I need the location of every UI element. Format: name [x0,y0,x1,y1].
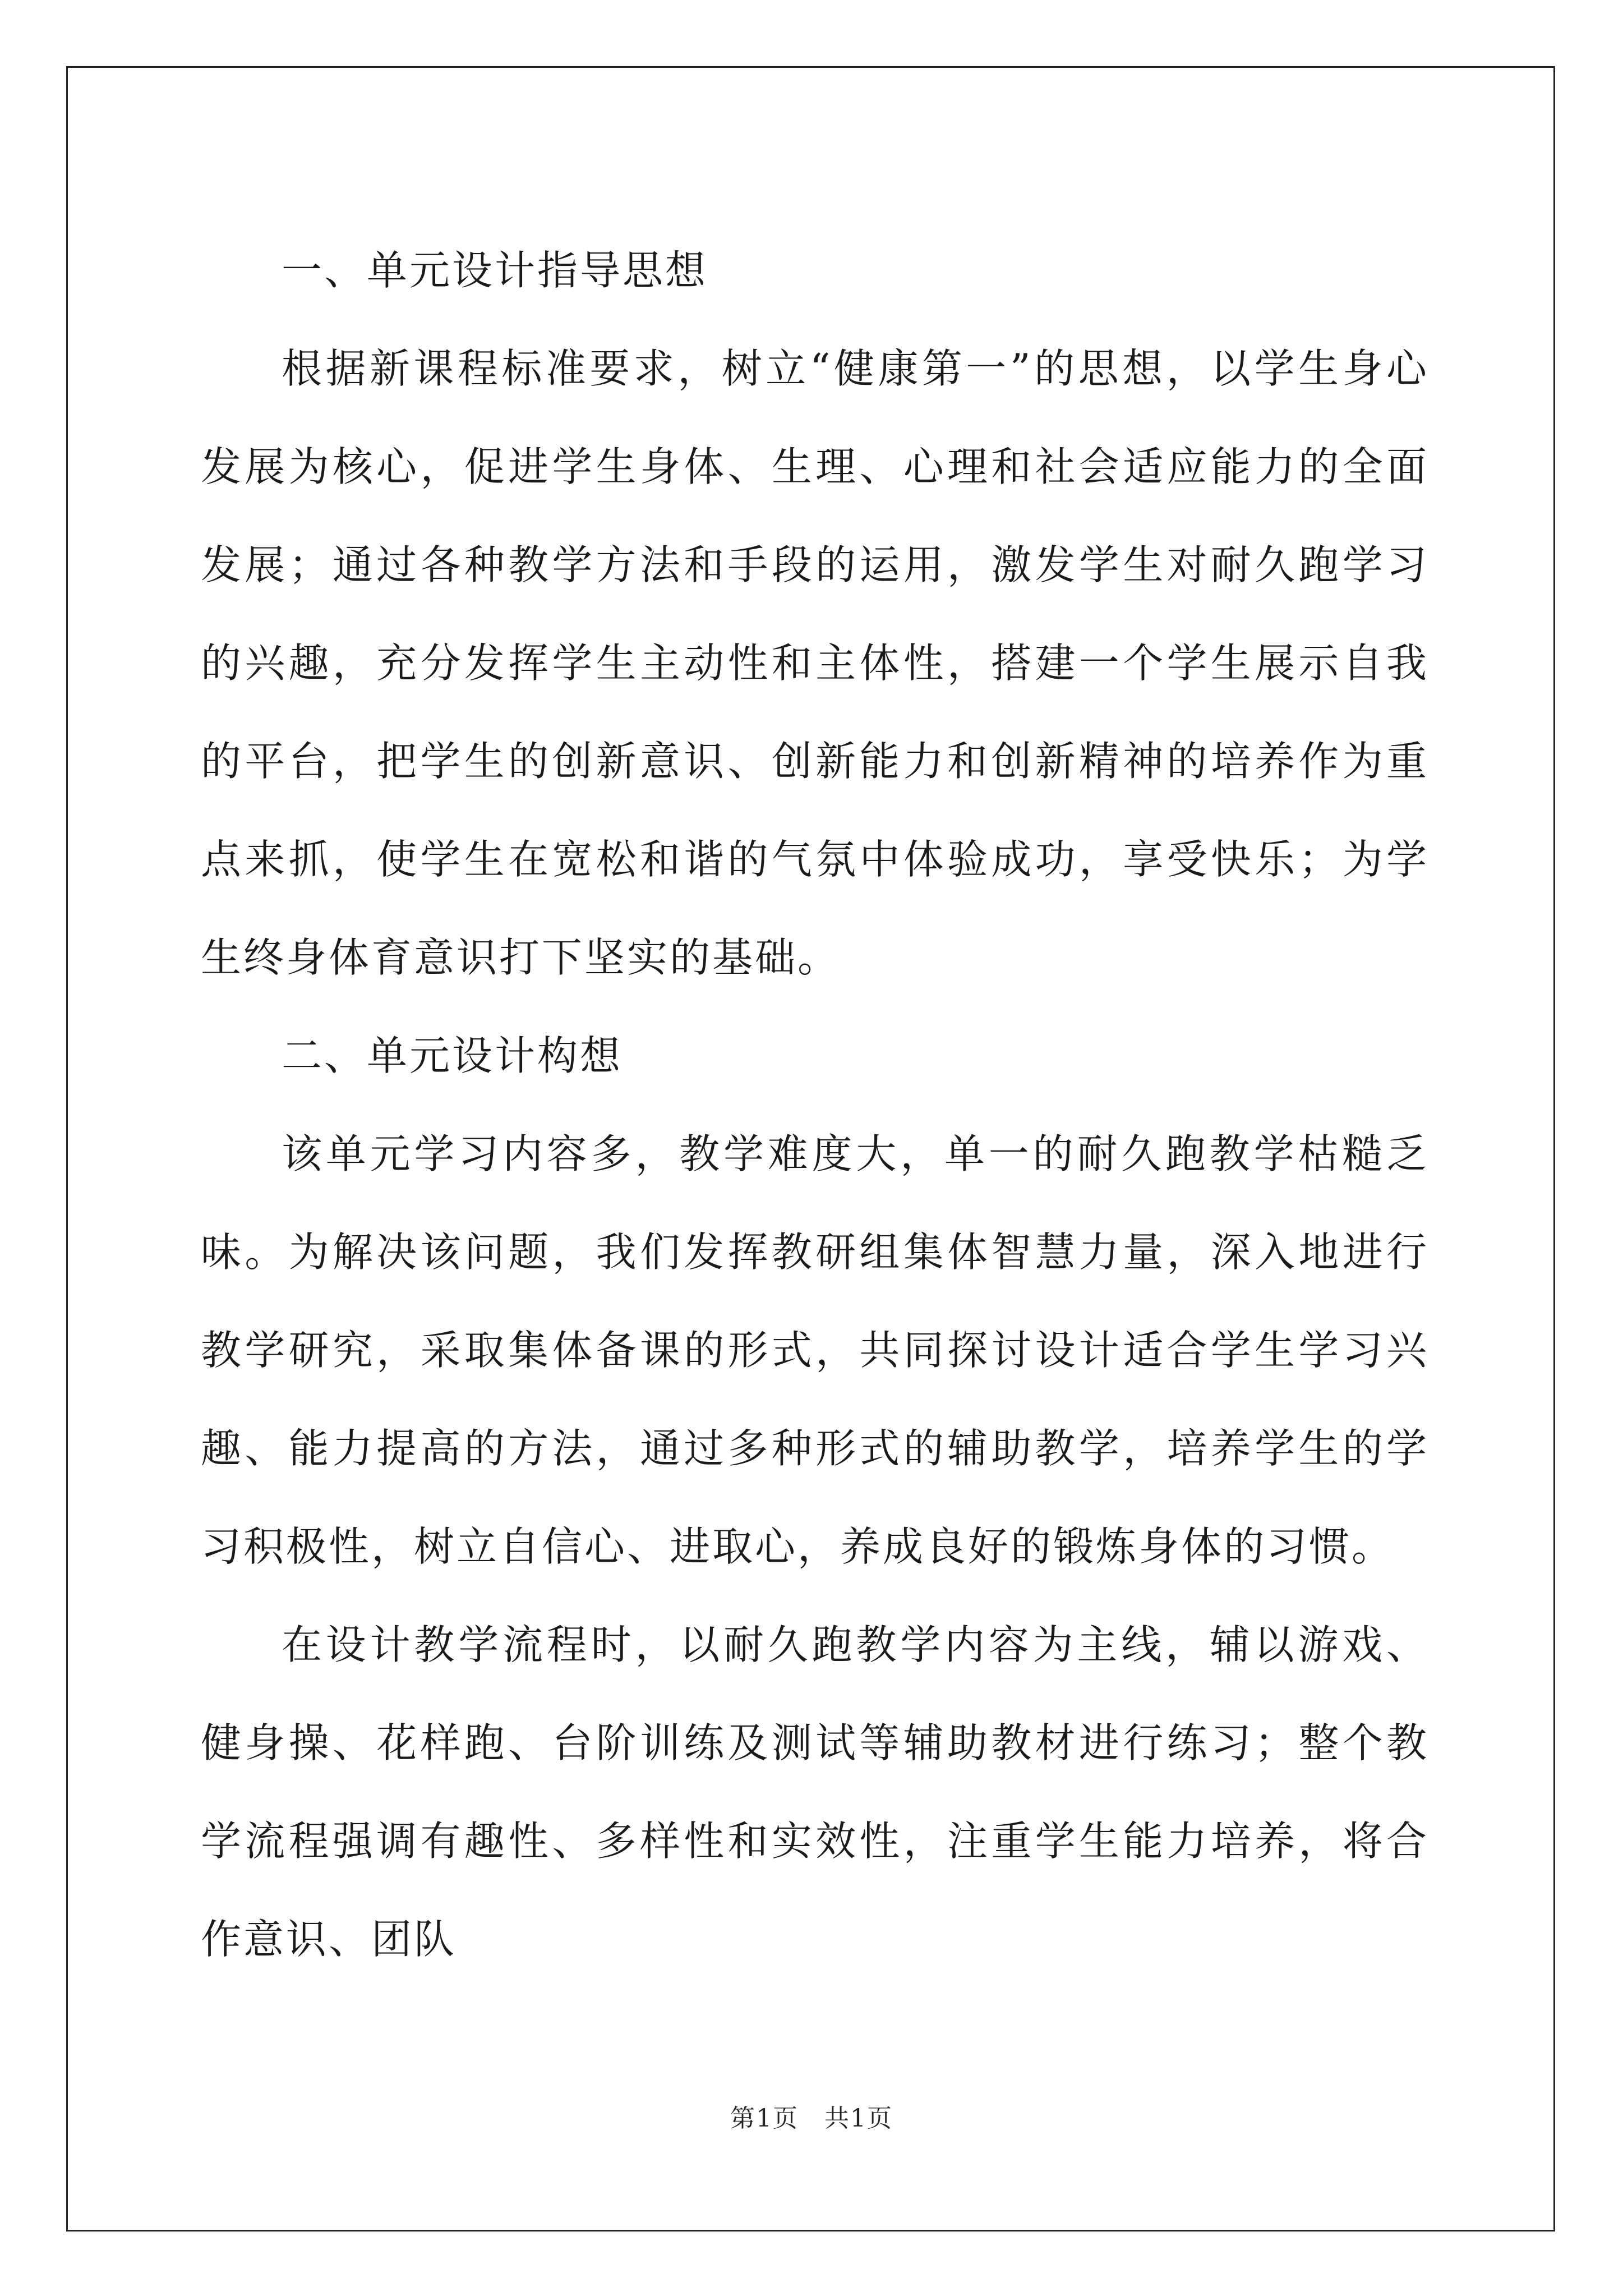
section-2-paragraph-2: 在设计教学流程时，以耐久跑教学内容为主线，辅以游戏、健身操、花样跑、台阶训练及测试等辅助教材进行练习；整个教学流程强调有趣性、多样性和实效性，注重学生能力培养，将合作意识、团队 [201,1621,1429,1963]
page-footer: 第1页 共1页 [730,2104,893,2133]
section-1-paragraph-1: 根据新课程标准要求，树立“健康第一”的思想，以学生身心发展为核心，促进学生身体、生理、心理和社会适应能力的全面发展；通过各种教学方法和手段的运用，激发学生对耐久跑学习的兴趣，充分发挥学生主动性和主体性，搭建一个学生展示自我的平台，把学生的创新意识、创新能力和创新精神的培养作为重点来抓，使学生在宽松和谐的气氛中体验成功，享受快乐；为学生终身体育意识打下坚实的基础。 [201,345,1429,981]
document-body [201,222,1429,1989]
section-heading-2: 二、单元设计构想 [282,1032,623,1079]
section-heading-1: 一、单元设计指导思想 [282,247,708,294]
section-2-paragraph-1: 该单元学习内容多，教学难度大，单一的耐久跑教学枯糙乏味。为解决该问题，我们发挥教研组集体智慧力量，深入地进行教学研究，采取集体备课的形式，共同探讨设计适合学生学习兴趣、能力提高的方法，通过多种形式的辅助教学，培养学生的学习积极性，树立自信心、进取心，养成良好的锻炼身体的习惯。 [201,1130,1429,1570]
